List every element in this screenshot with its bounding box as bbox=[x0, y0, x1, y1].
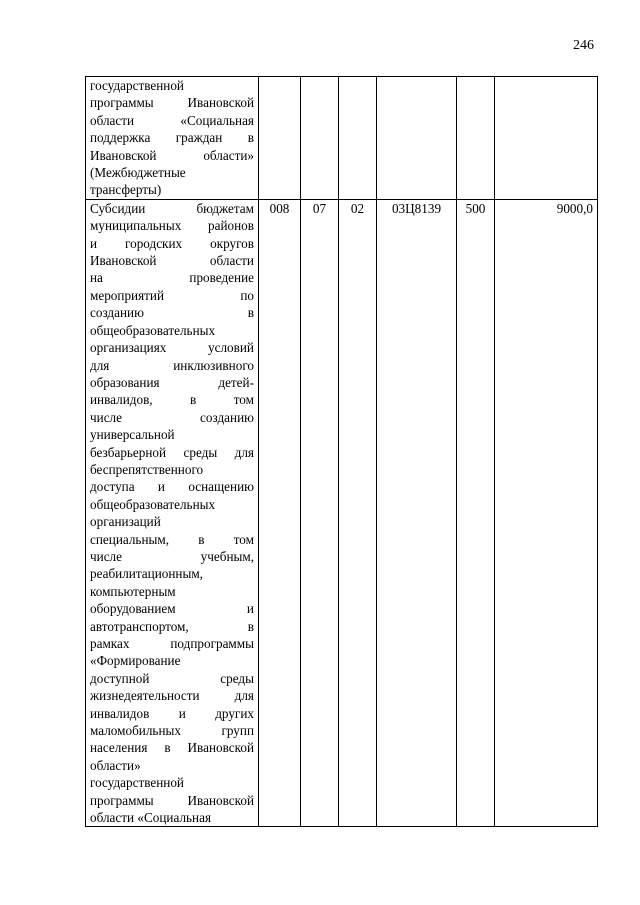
target-article-cell bbox=[377, 77, 457, 200]
description-line: специальным, в том bbox=[90, 531, 254, 547]
description-line: государственной bbox=[90, 78, 184, 93]
description-line: населения в Ивановской bbox=[90, 740, 254, 756]
description-line: компьютерным bbox=[90, 583, 176, 599]
description-line: общеобразовательных bbox=[90, 322, 216, 338]
description-line: инвалидов и других bbox=[90, 705, 254, 721]
description-line: области» bbox=[90, 757, 141, 773]
description-line: универсальной bbox=[90, 427, 175, 443]
description-line: реабилитационным, bbox=[90, 566, 203, 582]
description-line: программы Ивановской bbox=[90, 792, 254, 808]
description-line: оборудованием и bbox=[90, 601, 254, 617]
amount-cell bbox=[495, 77, 598, 200]
description-line: организациях условий bbox=[90, 340, 254, 356]
description-line: области «Социальная bbox=[90, 112, 254, 128]
description-line: автотранспортом, в bbox=[90, 618, 254, 634]
description-line: маломобильных групп bbox=[90, 723, 254, 739]
section-code-cell: 07 bbox=[301, 199, 339, 827]
description-line: безбарьерной среды для bbox=[90, 444, 254, 460]
description-line: области «Социальная bbox=[90, 810, 212, 826]
description-line: программы Ивановской bbox=[90, 95, 254, 111]
description-line: общеобразовательных bbox=[90, 496, 216, 512]
description-line: на проведение bbox=[90, 270, 254, 286]
amount-cell: 9000,0 bbox=[495, 199, 598, 827]
description-line: «Формирование bbox=[90, 653, 181, 669]
row-description bbox=[86, 77, 259, 200]
target-article-cell: 03Ц8139 bbox=[377, 199, 457, 827]
description-line: для инклюзивного bbox=[90, 357, 254, 373]
description-line: образования детей- bbox=[90, 374, 254, 390]
description-line: числе созданию bbox=[90, 409, 254, 425]
row-description bbox=[86, 199, 259, 827]
table-row bbox=[86, 199, 598, 827]
subsection-code-cell: 02 bbox=[339, 199, 377, 827]
description-line: поддержка граждан в bbox=[90, 130, 254, 146]
description-line: трансферты) bbox=[90, 182, 162, 198]
description-line: числе учебным, bbox=[90, 548, 254, 564]
description-line: (Межбюджетные bbox=[90, 165, 186, 181]
section-code-cell bbox=[301, 77, 339, 200]
description-line: Ивановской области» bbox=[90, 147, 254, 163]
description-line: муниципальных районов bbox=[90, 218, 254, 234]
expense-type-cell bbox=[457, 77, 495, 200]
description-line: беспрепятственного bbox=[90, 461, 204, 477]
description-line: доступа и оснащению bbox=[90, 479, 254, 495]
description-line: инвалидов, в том bbox=[90, 392, 254, 408]
description-line: мероприятий по bbox=[90, 287, 254, 303]
description-line: и городских округов bbox=[90, 235, 254, 251]
page-number: 246 bbox=[573, 38, 594, 53]
description-line: организаций bbox=[90, 514, 161, 530]
description-line: созданию в bbox=[90, 305, 254, 321]
description-line: государственной bbox=[90, 775, 184, 791]
ministry-code-cell: 008 bbox=[259, 199, 301, 827]
expense-type-cell: 500 bbox=[457, 199, 495, 827]
description-line: рамках подпрограммы bbox=[90, 636, 254, 651]
subsection-code-cell bbox=[339, 77, 377, 200]
description-line: Субсидии бюджетам bbox=[90, 200, 254, 216]
ministry-code-cell bbox=[259, 77, 301, 200]
description-line: доступной среды bbox=[90, 670, 254, 686]
budget-table bbox=[85, 76, 598, 827]
table-row bbox=[86, 77, 598, 200]
description-line: жизнедеятельности для bbox=[90, 688, 254, 704]
description-line: Ивановской области bbox=[90, 253, 254, 269]
